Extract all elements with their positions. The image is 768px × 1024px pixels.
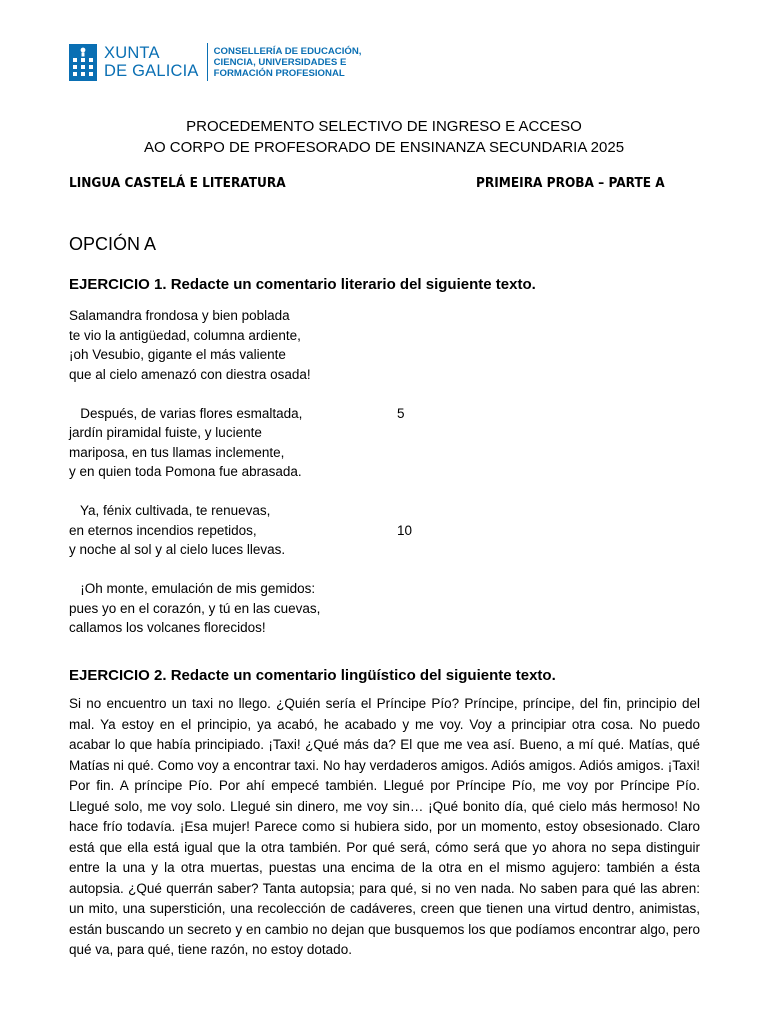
verse-text: mariposa, en tus llamas inclemente, xyxy=(69,444,285,460)
verse-line xyxy=(69,501,429,521)
stanza-break xyxy=(69,482,429,502)
xunta-line-2: DE GALICIA xyxy=(104,62,199,80)
verse-text: y en quien toda Pomona fue abrasada. xyxy=(69,464,302,479)
verse-line xyxy=(69,462,429,482)
verse-text: Salamandra frondosa y bien poblada xyxy=(69,308,290,323)
xunta-line-1: XUNTA xyxy=(104,44,160,62)
exam-part: PRIMEIRA PROBA – PARTE A xyxy=(476,175,665,191)
verse-line xyxy=(69,404,429,424)
consellaria-name xyxy=(214,46,362,79)
verse-text: que al cielo amenazó con diestra osada! xyxy=(69,366,311,382)
xunta-emblem-icon xyxy=(69,44,97,81)
consellaria-line-1: CONSELLERÍA DE EDUCACIÓN, xyxy=(213,45,362,57)
xunta-logo-text xyxy=(104,44,199,80)
verse-line xyxy=(69,521,429,541)
verse-text: ¡oh Vesubio, gigante el más valiente xyxy=(69,347,286,362)
verse-line xyxy=(69,540,429,560)
line-number: 10 xyxy=(397,522,413,538)
header-divider xyxy=(207,43,208,81)
option-heading: OPCIÓN A xyxy=(69,234,157,254)
line-number: 5 xyxy=(397,405,405,421)
poem-text xyxy=(69,306,429,638)
verse-text: y noche al sol y al cielo luces llevas. xyxy=(69,542,286,557)
exercise-1-title: EJERCICIO 1. Redacte un comentario literario del siguiente texto. xyxy=(69,276,536,293)
verse-line xyxy=(69,579,429,599)
verse-line xyxy=(69,345,429,365)
subject-name: LINGUA CASTELÁ E LITERATURA xyxy=(69,175,286,191)
document-title-line-1: PROCEDEMENTO SELECTIVO DE INGRESO E ACCESO xyxy=(186,118,582,135)
stanza-break xyxy=(69,384,429,404)
verse-line xyxy=(69,618,429,638)
verse-line xyxy=(69,443,429,463)
verse-text: callamos los volcanes florecidos! xyxy=(69,620,266,635)
verse-text: Después, de varias flores esmaltada, xyxy=(69,405,303,421)
exercise-2-title: EJERCICIO 2. Redacte un comentario lingüístico del siguiente texto. xyxy=(69,667,556,684)
verse-line xyxy=(69,326,429,346)
verse-text: pues yo en el corazón, y tú en las cuevas, xyxy=(69,600,321,616)
verse-line xyxy=(69,423,429,443)
verse-line xyxy=(69,599,429,619)
document-title-line-2: AO CORPO DE PROFESORADO DE ENSINANZA SECUNDARIA 2025 xyxy=(143,139,625,156)
verse-text: te vio la antigüedad, columna ardiente, xyxy=(69,327,301,343)
prose-text: Si no encuentro un taxi no llego. ¿Quién sería el Príncipe Pío? Príncipe, príncipe, del fin, principio del mal. Ya estoy en el principio, ya acabó, he acabado y me voy. Voy a principiar otra cosa. No puedo acabar lo que había principiado. ¡Taxi! ¿Qué más da? El que me vea así. Bueno, a mí qué. Matías, qué Matías ni qué. Como voy a encontrar taxi. No hay verdaderos amigos. Adiós amigos. Adiós amigos. ¡Taxi! Por fin. A príncipe Pío. Por ahí empecé también. Llegué por Príncipe Pío, me voy por Príncipe Pío. Llegué solo, me voy solo. Llegué sin dinero, me voy sin… ¡Qué bonito día, qué cielo más hermoso! No hace frío todavía. ¡Esa mujer! Parece como si hubiera sido, por un momento, estoy obsesionado. Claro está que ella está igual que la otra también. Por qué será, cómo será que yo ahora no sepa distinguir entre la una y la otra muertas, puestas una encima de la otra en el mismo agujero: también a ésta autopsia. ¿Qué querrán saber? Tanta autopsia; para qué, si no ven nada. No saben para qué las abren: un mito, una superstición, una recolección de cadáveres, creen que tienen una virtud dentro, animistas, están buscando un secreto y en cambio no dejan que busquemos los que podíamos encontrar algo, pero qué va, para qué, tiene razón, no estoy dotado. xyxy=(69,696,700,957)
consellaria-line-2: CIENCIA, UNIVERSIDADES E xyxy=(213,56,347,68)
verse-text: ¡Oh monte, emulación de mis gemidos: xyxy=(69,581,316,596)
verse-text: en eternos incendios repetidos, xyxy=(69,522,257,538)
verse-text: jardín piramidal fuiste, y luciente xyxy=(69,425,262,440)
verse-text: Ya, fénix cultivada, te renuevas, xyxy=(69,503,271,518)
verse-line xyxy=(69,306,429,326)
consellaria-line-3: FORMACIÓN PROFESIONAL xyxy=(213,67,345,79)
verse-line xyxy=(69,365,429,385)
institution-header xyxy=(69,42,361,82)
stanza-break xyxy=(69,560,429,580)
